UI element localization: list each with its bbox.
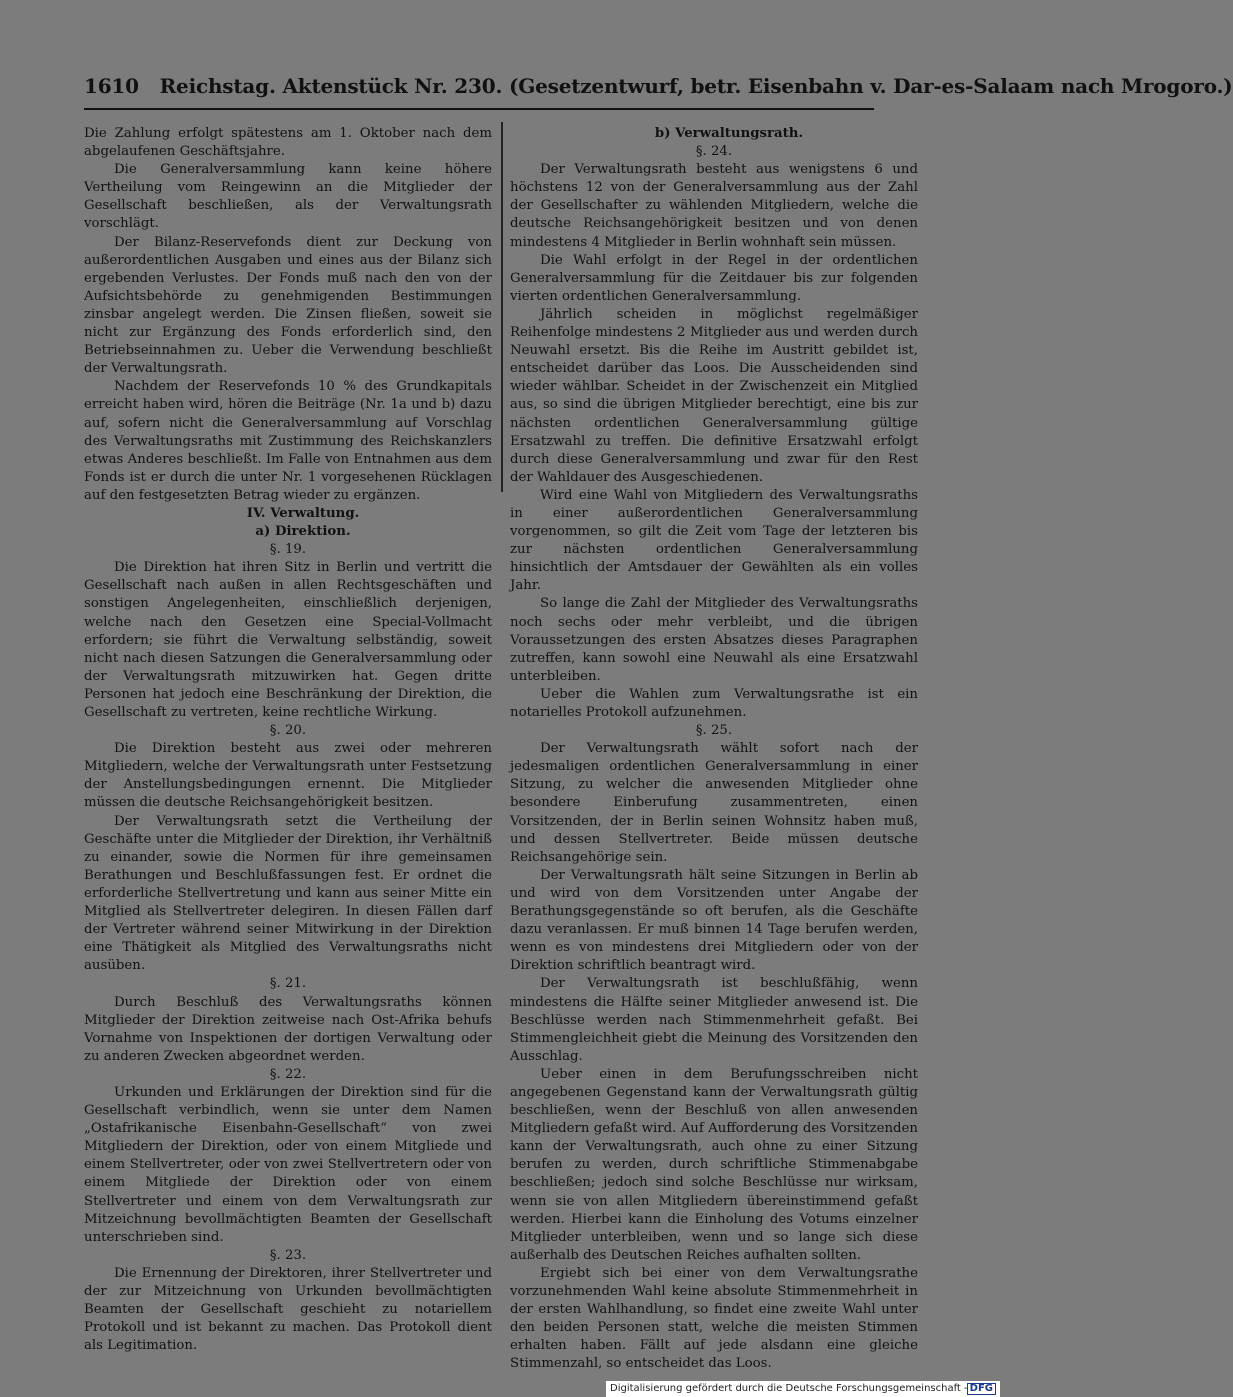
paragraph: Die Zahlung erfolgt spätestens am 1. Oktober nach dem abgelaufenen Geschäftsjahre.: [84, 126, 492, 160]
section-number: §. 23.: [269, 1247, 307, 1263]
paragraph: Ergiebt sich bei einer von dem Verwaltungsrathe vorzunehmenden Wahl keine absolute Stimmenmehrheit in der ersten Wahlhandlung, so findet eine zweite Wahl unter den beiden Personen statt, welche die meisten Stimmen erhalten haben. Fällt auf jede alsdann eine gleiche Stimmenzahl, so entscheidet das Loos.: [510, 1265, 918, 1372]
paragraph: Durch Beschluß des Verwaltungsraths können Mitglieder der Direktion zeitweise nach Ost-Afrika behufs Vornahme von Inspektionen der dortigen Verwaltung oder zu anderen Zwecken abgeordnet werden.: [84, 994, 492, 1064]
subsection-heading: a) Direktion.: [255, 524, 351, 540]
page-number: 1610: [84, 74, 139, 98]
paragraph: Urkunden und Erklärungen der Direktion sind für die Gesellschaft verbindlich, wenn sie unter dem Namen „Ostafrikanische Eisenbahn-Gesellschaft“ von zwei Mitgliedern der Direktion, oder von einem Mitgliede und einem Stellvertreter, oder von zwei Stellvertretern oder von einem Mitgliede der Direktion oder von einem Stellvertreter und einem von dem Verwaltungsrath zur Mitzeichnung bevollmächtigten Beamten der Gesellschaft unterschrieben sind.: [84, 1084, 492, 1245]
header-rule: [84, 108, 874, 110]
paragraph: Die Direktion besteht aus zwei oder mehreren Mitgliedern, welche der Verwaltungsrath unter Festsetzung der Anstellungsbedingungen ernennt. Die Mitglieder müssen die deutsche Reichsangehörigkeit besitzen.: [84, 741, 492, 811]
dfg-logo: DFG: [967, 1383, 996, 1395]
section-number: §. 19.: [269, 542, 307, 558]
left-column: [84, 125, 492, 1355]
column-divider: [501, 122, 503, 492]
paragraph: Der Verwaltungsrath ist beschlußfähig, wenn mindestens die Hälfte seiner Mitglieder anwesend ist. Die Beschlüsse werden nach Stimmenmehrheit gefaßt. Bei Stimmengleichheit giebt die Meinung des Vorsitzenden den Ausschlag.: [510, 976, 918, 1064]
paragraph: Jährlich scheiden in möglichst regelmäßiger Reihenfolge mindestens 2 Mitglieder aus und werden durch Neuwahl ersetzt. Bis die Reihe im Austritt gebildet ist, entscheidet darüber das Loos. Die Ausscheidenden sind wieder wählbar. Scheidet in der Zwischenzeit ein Mitglied aus, so sind die übrigen Mitglieder berechtigt, eine bis zur nächsten ordentlichen Generalversammlung gültige Ersatzwahl zu treffen. Die definitive Ersatzwahl erfolgt durch diese Generalversammlung und zwar für den Rest der Wahldauer des Ausgeschiedenen.: [510, 306, 918, 485]
section-number: §. 21.: [269, 976, 307, 992]
section-number: §. 25.: [695, 723, 733, 739]
footer-bar: [606, 1381, 1000, 1397]
paragraph: Der Verwaltungsrath hält seine Sitzungen in Berlin ab und wird von dem Vorsitzenden unter Angabe der Berathungsgegenstände so oft berufen, als die Geschäfte dazu veranlassen. Er muß binnen 14 Tage berufen werden, wenn es von mindestens drei Mitgliedern oder von der Direktion schriftlich beantragt wird.: [510, 867, 918, 974]
section-number: §. 24.: [695, 144, 733, 160]
paragraph: So lange die Zahl der Mitglieder des Verwaltungsraths noch sechs oder mehr verbleibt, und die übrigen Voraussetzungen des ersten Absatzes dieses Paragraphen zutreffen, kann sowohl eine Neuwahl als eine Ersatzwahl unterbleiben.: [510, 596, 918, 684]
paragraph: Die Direktion hat ihren Sitz in Berlin und vertritt die Gesellschaft nach außen in allen Rechtsgeschäften und sonstigen Angelegenheiten, einschließlich derjenigen, welche nach den Gesetzen eine Special-Vollmacht erfordern; sie führt die Verwaltung selbständig, soweit nicht nach diesen Satzungen die Generalversammlung oder der Verwaltungsrath mitzuwirken hat. Gegen dritte Personen hat jedoch eine Beschränkung der Direktion, die Gesellschaft zu vertreten, keine rechtliche Wirkung.: [84, 560, 492, 720]
section-number: §. 22.: [269, 1066, 307, 1082]
section-heading: b) Verwaltungsrath.: [654, 126, 804, 141]
paragraph: Der Bilanz-Reservefonds dient zur Deckung von außerordentlichen Ausgaben und eines aus der Bilanz sich ergebenden Verlustes. Der Fonds muß nach den von der Aufsichtsbehörde zu genehmigenden Bestimmungen zinsbar angelegt werden. Die Zinsen fließen, soweit sie nicht zur Ergänzung des Fonds erforderlich sind, den Betriebseinnahmen zu. Ueber die Verwendung beschließt der Verwaltungsrath.: [84, 234, 492, 377]
paragraph: Ueber einen in dem Berufungsschreiben nicht angegebenen Gegenstand kann der Verwaltungsrath gültig beschließen, wenn der Beschluß von allen anwesenden Mitgliedern gefaßt wird. Auf Aufforderung des Vorsitzenden kann der Verwaltungsrath, auch ohne zu einer Sitzung berufen zu werden, durch schriftliche Stimmenabgabe beschließen; jedoch sind solche Beschlüsse nur wirksam, wenn sie von allen Mitgliedern übereinstimmend gefaßt werden. Hierbei kann die Einholung des Votums einzelner Mitglieder unterbleiben, wenn und so lange sich diese außerhalb des Deutschen Reiches aufhalten sollten.: [510, 1066, 918, 1263]
paragraph: Der Verwaltungsrath setzt die Vertheilung der Geschäfte unter die Mitglieder der Direktion, ihr Verhältniß zu einander, sowie die Normen für ihre gemeinsamen Berathungen und Beschlußfassungen fest. Er ordnet die erforderliche Stellvertretung und kann aus seiner Mitte ein Mitglied als Stellvertreter delegiren. In diesen Fällen darf der Vertreter während seiner Mitwirkung in der Direktion eine Thätigkeit als Mitglied des Verwaltungsraths nicht ausüben.: [84, 813, 492, 974]
right-column: [510, 125, 918, 1373]
page-header: [84, 74, 1233, 108]
section-number: §. 20.: [269, 723, 307, 739]
paragraph: Wird eine Wahl von Mitgliedern des Verwaltungsraths in einer außerordentlichen Generalversammlung vorgenommen, so gilt die Zeit vom Tage der letzteren bis zur nächsten ordentlichen Generalversammlung hinsichtlich der Amtsdauer der Gewählten als ein volles Jahr.: [510, 487, 918, 594]
paragraph: Die Wahl erfolgt in der Regel in der ordentlichen Generalversammlung für die Zeitdauer bis zur folgenden vierten ordentlichen Generalversammlung.: [510, 252, 918, 304]
paragraph: Der Verwaltungsrath besteht aus wenigstens 6 und höchstens 12 von der Generalversammlung aus der Zahl der Gesellschafter zu wählenden Mitgliedern, welche die deutsche Reichsangehörigkeit besitzen und von denen mindestens 4 Mitglieder in Berlin wohnhaft sein müssen.: [510, 162, 918, 250]
footer-text: Digitalisierung gefördert durch die Deutsche Forschungsgemeinschaft -: [610, 1383, 968, 1394]
paragraph: Die Generalversammlung kann keine höhere Vertheilung vom Reingewinn an die Mitglieder der Gesellschaft beschließen, als der Verwaltungsrath vorschlägt.: [84, 162, 492, 232]
page-header-title: Reichstag. Aktenstück Nr. 230. (Gesetzentwurf, betr. Eisenbahn v. Dar-es-Salaam nach Mrogoro.): [159, 74, 1233, 98]
paragraph: Die Ernennung der Direktoren, ihrer Stellvertreter und der zur Mitzeichnung von Urkunden bevollmächtigten Beamten der Gesellschaft geschieht zu notariellem Protokoll und ist bekannt zu machen. Das Protokoll dient als Legitimation.: [84, 1265, 492, 1354]
section-heading: IV. Verwaltung.: [246, 505, 360, 521]
paragraph: Der Verwaltungsrath wählt sofort nach der jedesmaligen ordentlichen Generalversammlung in einer Sitzung, zu welcher die anwesenden Mitglieder ohne besondere Einberufung zusammentreten, einen Vorsitzenden, der in Berlin seinen Wohnsitz haben muß, und dessen Stellvertreter. Beide müssen deutsche Reichsangehörige sein.: [510, 741, 918, 865]
paragraph: Ueber die Wahlen zum Verwaltungsrathe ist ein notarielles Protokoll aufzunehmen.: [510, 686, 918, 720]
paragraph: Nachdem der Reservefonds 10 % des Grundkapitals erreicht haben wird, hören die Beiträge (Nr. 1a und b) dazu auf, sofern nicht die Generalversammlung auf Vorschlag des Verwaltungsraths mit Zustimmung des Reichskanzlers etwas Anderes beschließt. Im Falle von Entnahmen aus dem Fonds ist er durch die unter Nr. 1 vorgesehenen Rücklagen auf den festgesetzten Betrag wieder zu ergänzen.: [84, 379, 492, 503]
